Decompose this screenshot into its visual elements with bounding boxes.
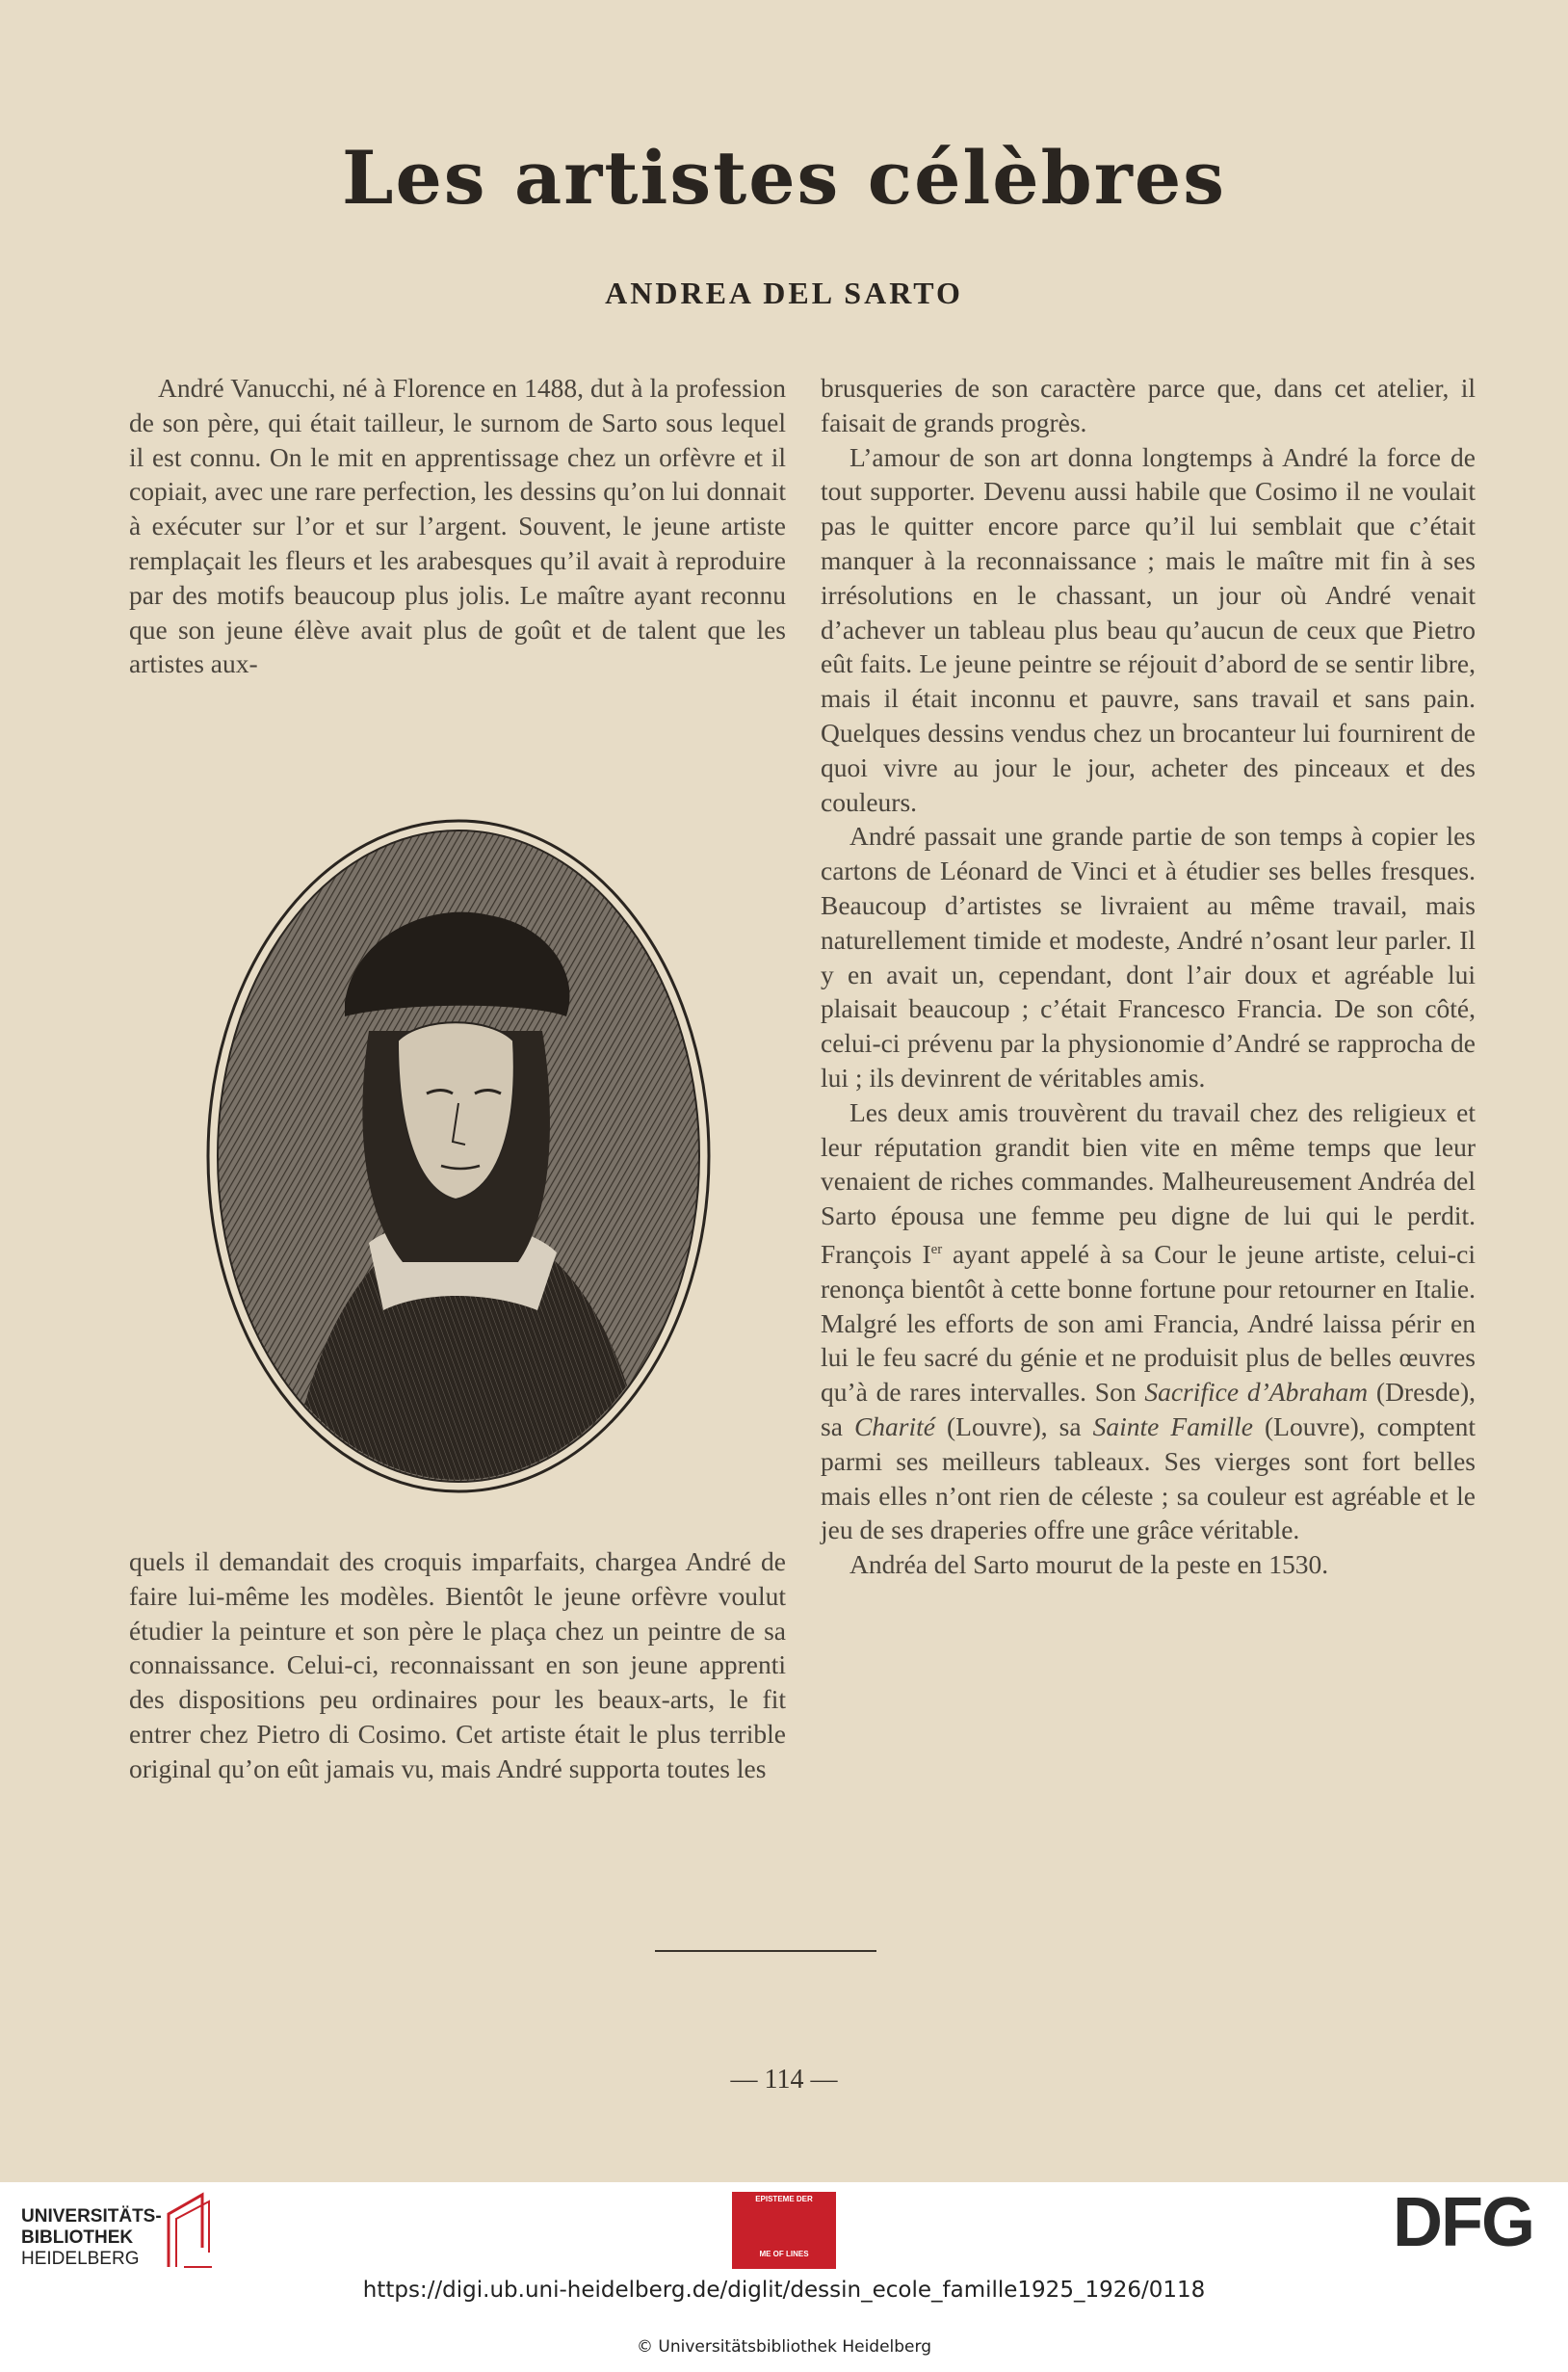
- copyright-notice: © Universitätsbibliothek Heidelberg: [636, 2337, 931, 2357]
- paragraph: L’amour de son art donna longtemps à André la force de tout supporter. Devenu aussi habile que Cosimo il ne voulait pas le quitter encore parce qu’il lui semblait que c’était manquer à la reconnaissance ; mais le maître mit fin à ses irrésolutions en le chassant, un jour où André venait d’achever un tableau plus beau qu’aucun de ceux que Pietro eût faits. Le jeune peintre se réjouit d’abord de se sentir libre, mais il était inconnu et pauvre, sans travail et sans pain. Quelques dessins vendus chez un brocanteur lui fournirent de quoi vivre au jour le jour, acheter des pinceaux et des couleurs.: [821, 441, 1476, 817]
- ub-heidelberg-icon: [159, 2190, 217, 2277]
- text-run: Les deux amis trouvèrent du travail chez des religieux et leur réputation grandit bien vite en même temps que leur venaient de riches commandes. Malheureusement Andréa del Sarto épousa une femme peu digne de lui qui le perdit. François: [821, 1096, 1476, 1270]
- portrait-illustration: [200, 809, 717, 1503]
- left-column-top: [129, 371, 786, 681]
- paragraph: brusqueries de son caractère parce que, dans cet atelier, il faisait de grands progrès.: [821, 373, 1476, 437]
- episteme-logo-line: EPISTEME DER: [755, 2195, 813, 2203]
- text-run: (Dresde), sa: [821, 1377, 1476, 1442]
- paragraph: [821, 1095, 1476, 1548]
- painting-title: Sainte Famille: [1092, 1411, 1253, 1442]
- text-run: ayant appelé à sa Cour le jeune artiste, celui-ci renonça bientôt à cette bonne fortune pour retourner en Italie. Malgré les efforts de son ami Francia, André laissa périr en lui le feu sacré du génie et ne produisit plus de belles œuvres qu’à de rares intervalles. Son: [821, 1239, 1476, 1408]
- paragraph: André passait une grande partie de son temps à copier les cartons de Léonard de Vinci et à étudier ses belles fresques. Beaucoup d’artistes se livraient au même travail, mais naturellement timide et modeste, André n’osant leur parler. Il y en avait un, cependant, dont l’air doux et agréable lui plaisait beaucoup ; c’était Francesco Francia. De son côté, celui-ci prévenu par la physionomie d’André se rapprocha de lui ; ils devinrent de véritables amis.: [821, 821, 1476, 1093]
- episteme-logo-line: ME OF LINES: [759, 2250, 809, 2258]
- superscript: er: [930, 1241, 943, 1257]
- library-logo[interactable]: [21, 2206, 162, 2270]
- paragraph: quels il demandait des croquis imparfaits, chargea André de faire lui-même les modèles. Bientôt le jeune orfèvre voulut étudier la peinture et son père le plaça chez un peintre de sa connaissance. Celui-ci, reconnaissant en son jeune apprenti des dispositions peu ordinaires pour les beaux-arts, le fit entrer chez Pietro di Cosimo. Cet artiste était le plus terrible original qu’on eût jamais vu, mais André supporta toutes les: [129, 1546, 786, 1783]
- article-subtitle: ANDREA DEL SARTO: [605, 276, 963, 310]
- page-title: Les artistes célèbres: [342, 135, 1226, 221]
- library-name-line: UNIVERSITÄTS-: [21, 2206, 162, 2227]
- paragraph: Andréa del Sarto mourut de la peste en 1530.: [849, 1549, 1329, 1580]
- library-name-line: HEIDELBERG: [21, 2249, 140, 2269]
- text-run: (Louvre), sa: [934, 1411, 1093, 1442]
- roman-numeral: I: [922, 1239, 931, 1270]
- painting-title: Sacrifice d’Abraham: [1144, 1377, 1369, 1408]
- library-name-line: BIBLIOTHEK: [21, 2227, 134, 2248]
- text-run: (Louvre), comptent parmi ses meilleurs tableaux. Ses vierges sont fort belles mais elles n’ont rien de céleste ; sa couleur est agréable et le jeu de ses draperies offre une grâce véritable.: [821, 1411, 1476, 1545]
- permalink-url[interactable]: https://digi.ub.uni-heidelberg.de/diglit/dessin_ecole_famille1925_1926/0118: [362, 2278, 1206, 2303]
- dfg-logo[interactable]: DFG: [1393, 2184, 1533, 2261]
- painting-title: Charité: [853, 1411, 935, 1442]
- right-column: [821, 371, 1476, 1582]
- section-divider: [655, 1950, 876, 1952]
- paragraph: André Vanucchi, né à Florence en 1488, dut à la profession de son père, qui était tailleur, le surnom de Sarto sous lequel il est connu. On le mit en apprentissage chez un orfèvre et il copiait, avec une rare perfection, les dessins qu’on lui donnait à exécuter sur l’or et sur l’argent. Souvent, le jeune artiste remplaçait les fleurs et les arabesques qu’il avait à reproduire par des motifs beaucoup plus jolis. Le maître ayant reconnu que son jeune élève avait plus de goût et de talent que les artistes aux-: [129, 373, 786, 679]
- episteme-logo-text: [732, 2195, 836, 2258]
- page-number: — 114 —: [730, 2065, 838, 2095]
- left-column-bottom: [129, 1544, 786, 1786]
